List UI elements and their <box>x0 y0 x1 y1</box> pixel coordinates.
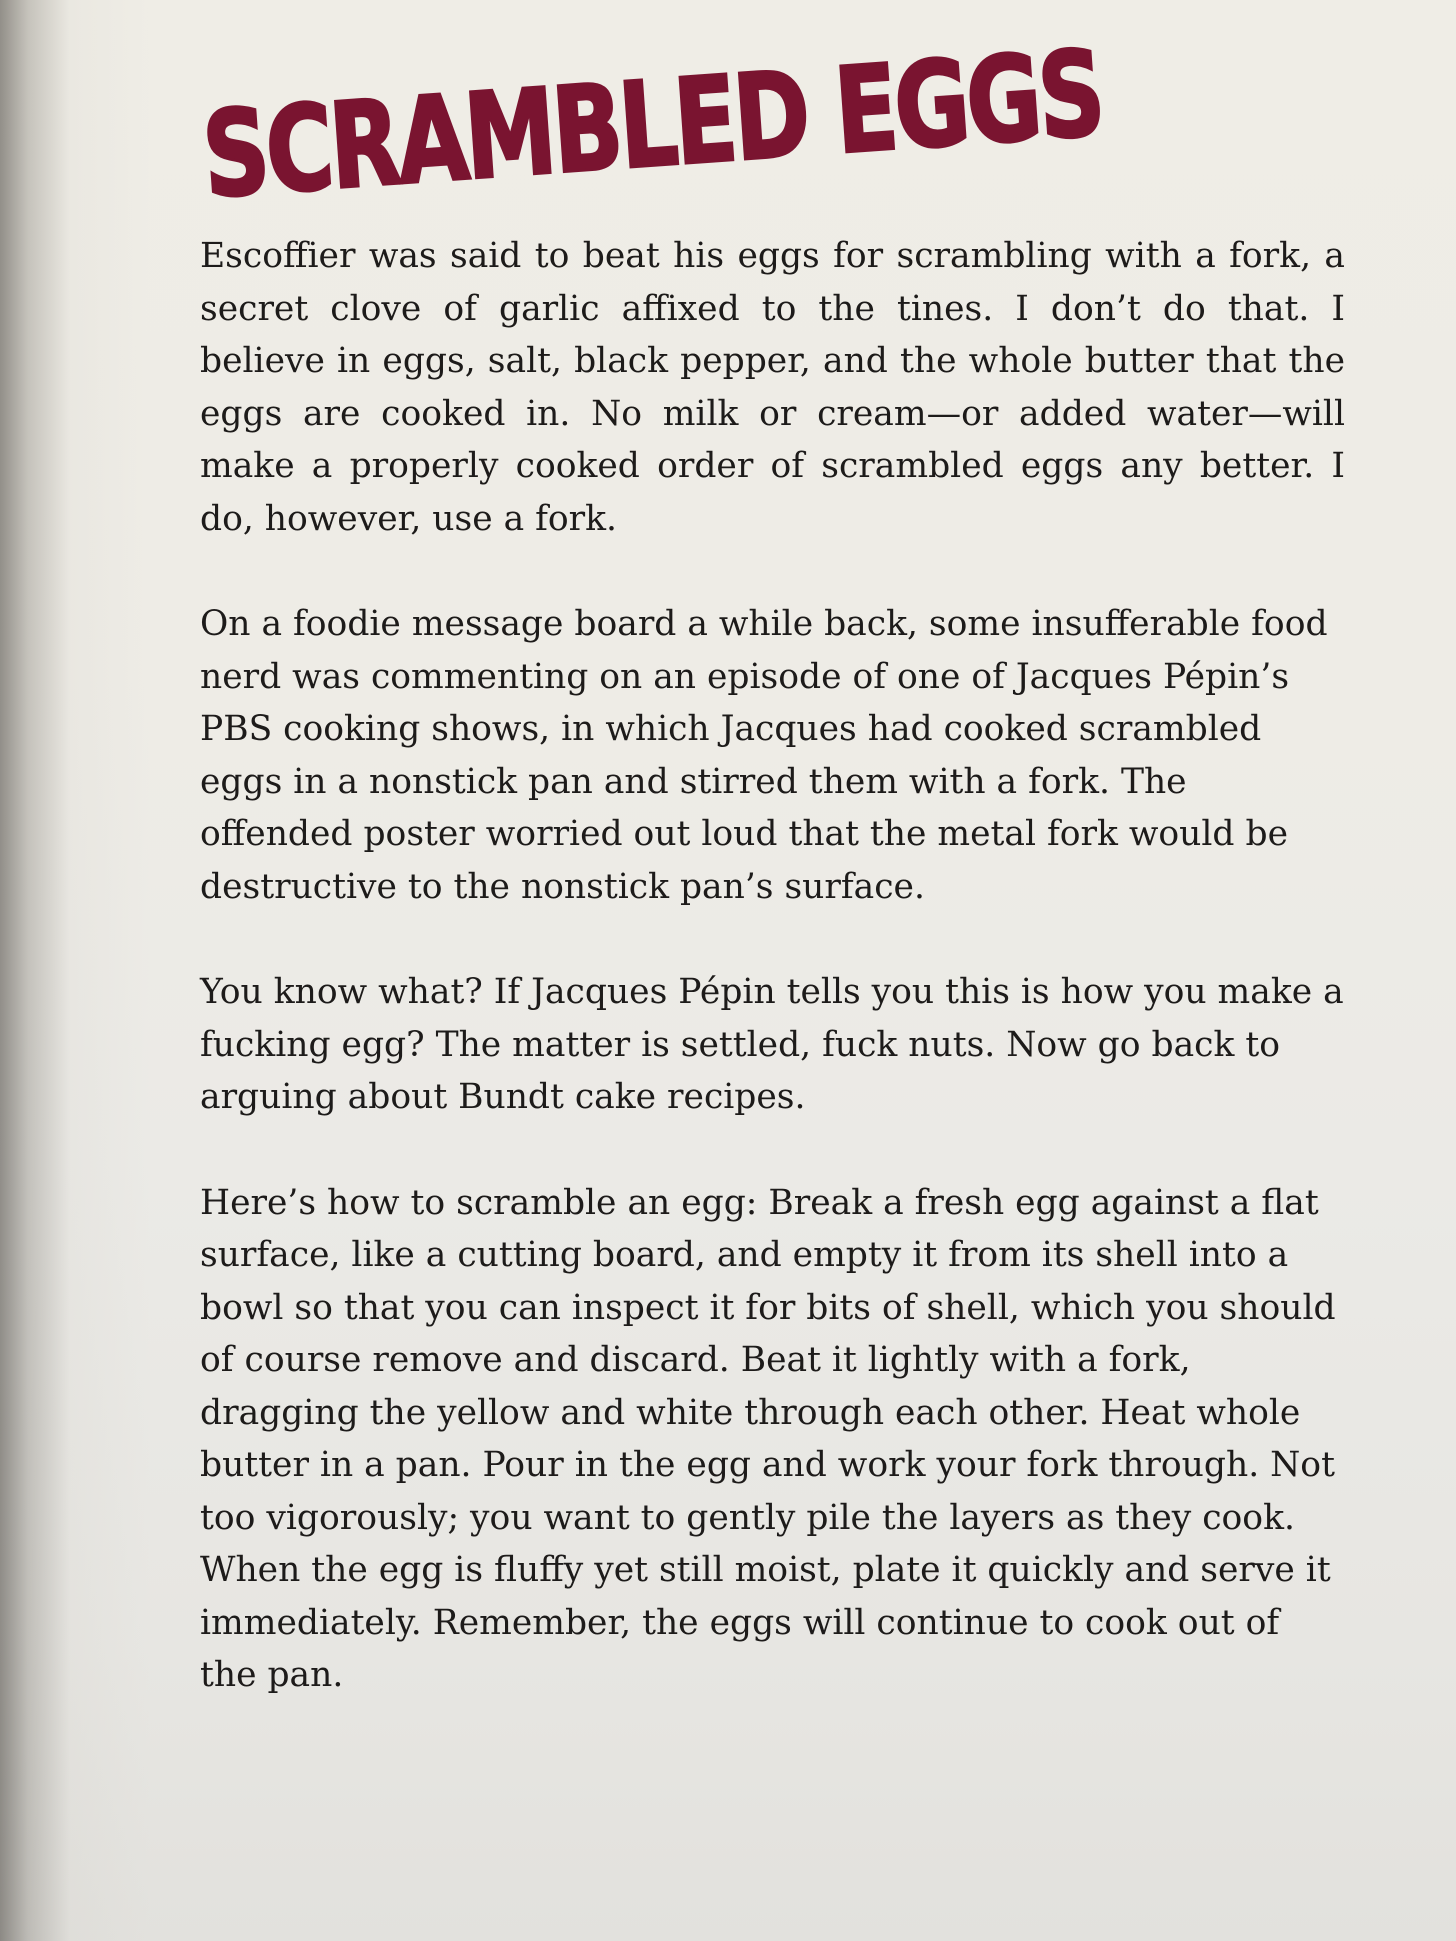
paragraph-2: On a foodie message board a while back, some insufferable food nerd was commenting on an episode of one of Jacques Pépin’s PBS cooking shows, in which Jacques had cooked scrambled eggs in a nonstick pan and stirred them with a fork. The offended poster worried out loud that the metal fork would be destructive to the nonstick pan’s surface. <box>200 604 1328 907</box>
handwritten-title <box>196 5 1365 225</box>
paragraph-1: Escoffier was said to beat his eggs for scrambling with a fork, a secret clove of garlic affixed to the tines. I don’t do that. I believe in eggs, salt, black pepper, and the whole butter that the eggs are cooked in. No milk or cream—or added water—will make a properly cooked order of scrambled eggs any better. I do, however, use a fork. <box>200 236 1345 539</box>
page-title: SCRAMBLED EGGS <box>198 5 1365 225</box>
paragraph-3: You know what? If Jacques Pépin tells you this is how you make a fucking egg? The matter is settled, fuck nuts. Now go back to arguing about Bundt cake recipes. <box>200 972 1344 1117</box>
body-text <box>200 230 1345 1755</box>
paragraph-4: Here’s how to scramble an egg: Break a fresh egg against a flat surface, like a cutting board, and empty it from its shell into a bowl so that you can inspect it for bits of shell, which you should of course remove and discard. Beat it lightly with a fork, dragging the yellow and white through each other. Heat whole butter in a pan. Pour in the egg and work your fork through. Not too vigorously; you want to gently pile the layers as they cook. When the egg is fluffy yet still moist, plate it quickly and serve it immediately. Remember, the eggs will continue to cook out of the pan. <box>200 1182 1336 1695</box>
title-svg <box>196 5 1365 225</box>
bleed-through-shadow <box>1136 70 1416 220</box>
